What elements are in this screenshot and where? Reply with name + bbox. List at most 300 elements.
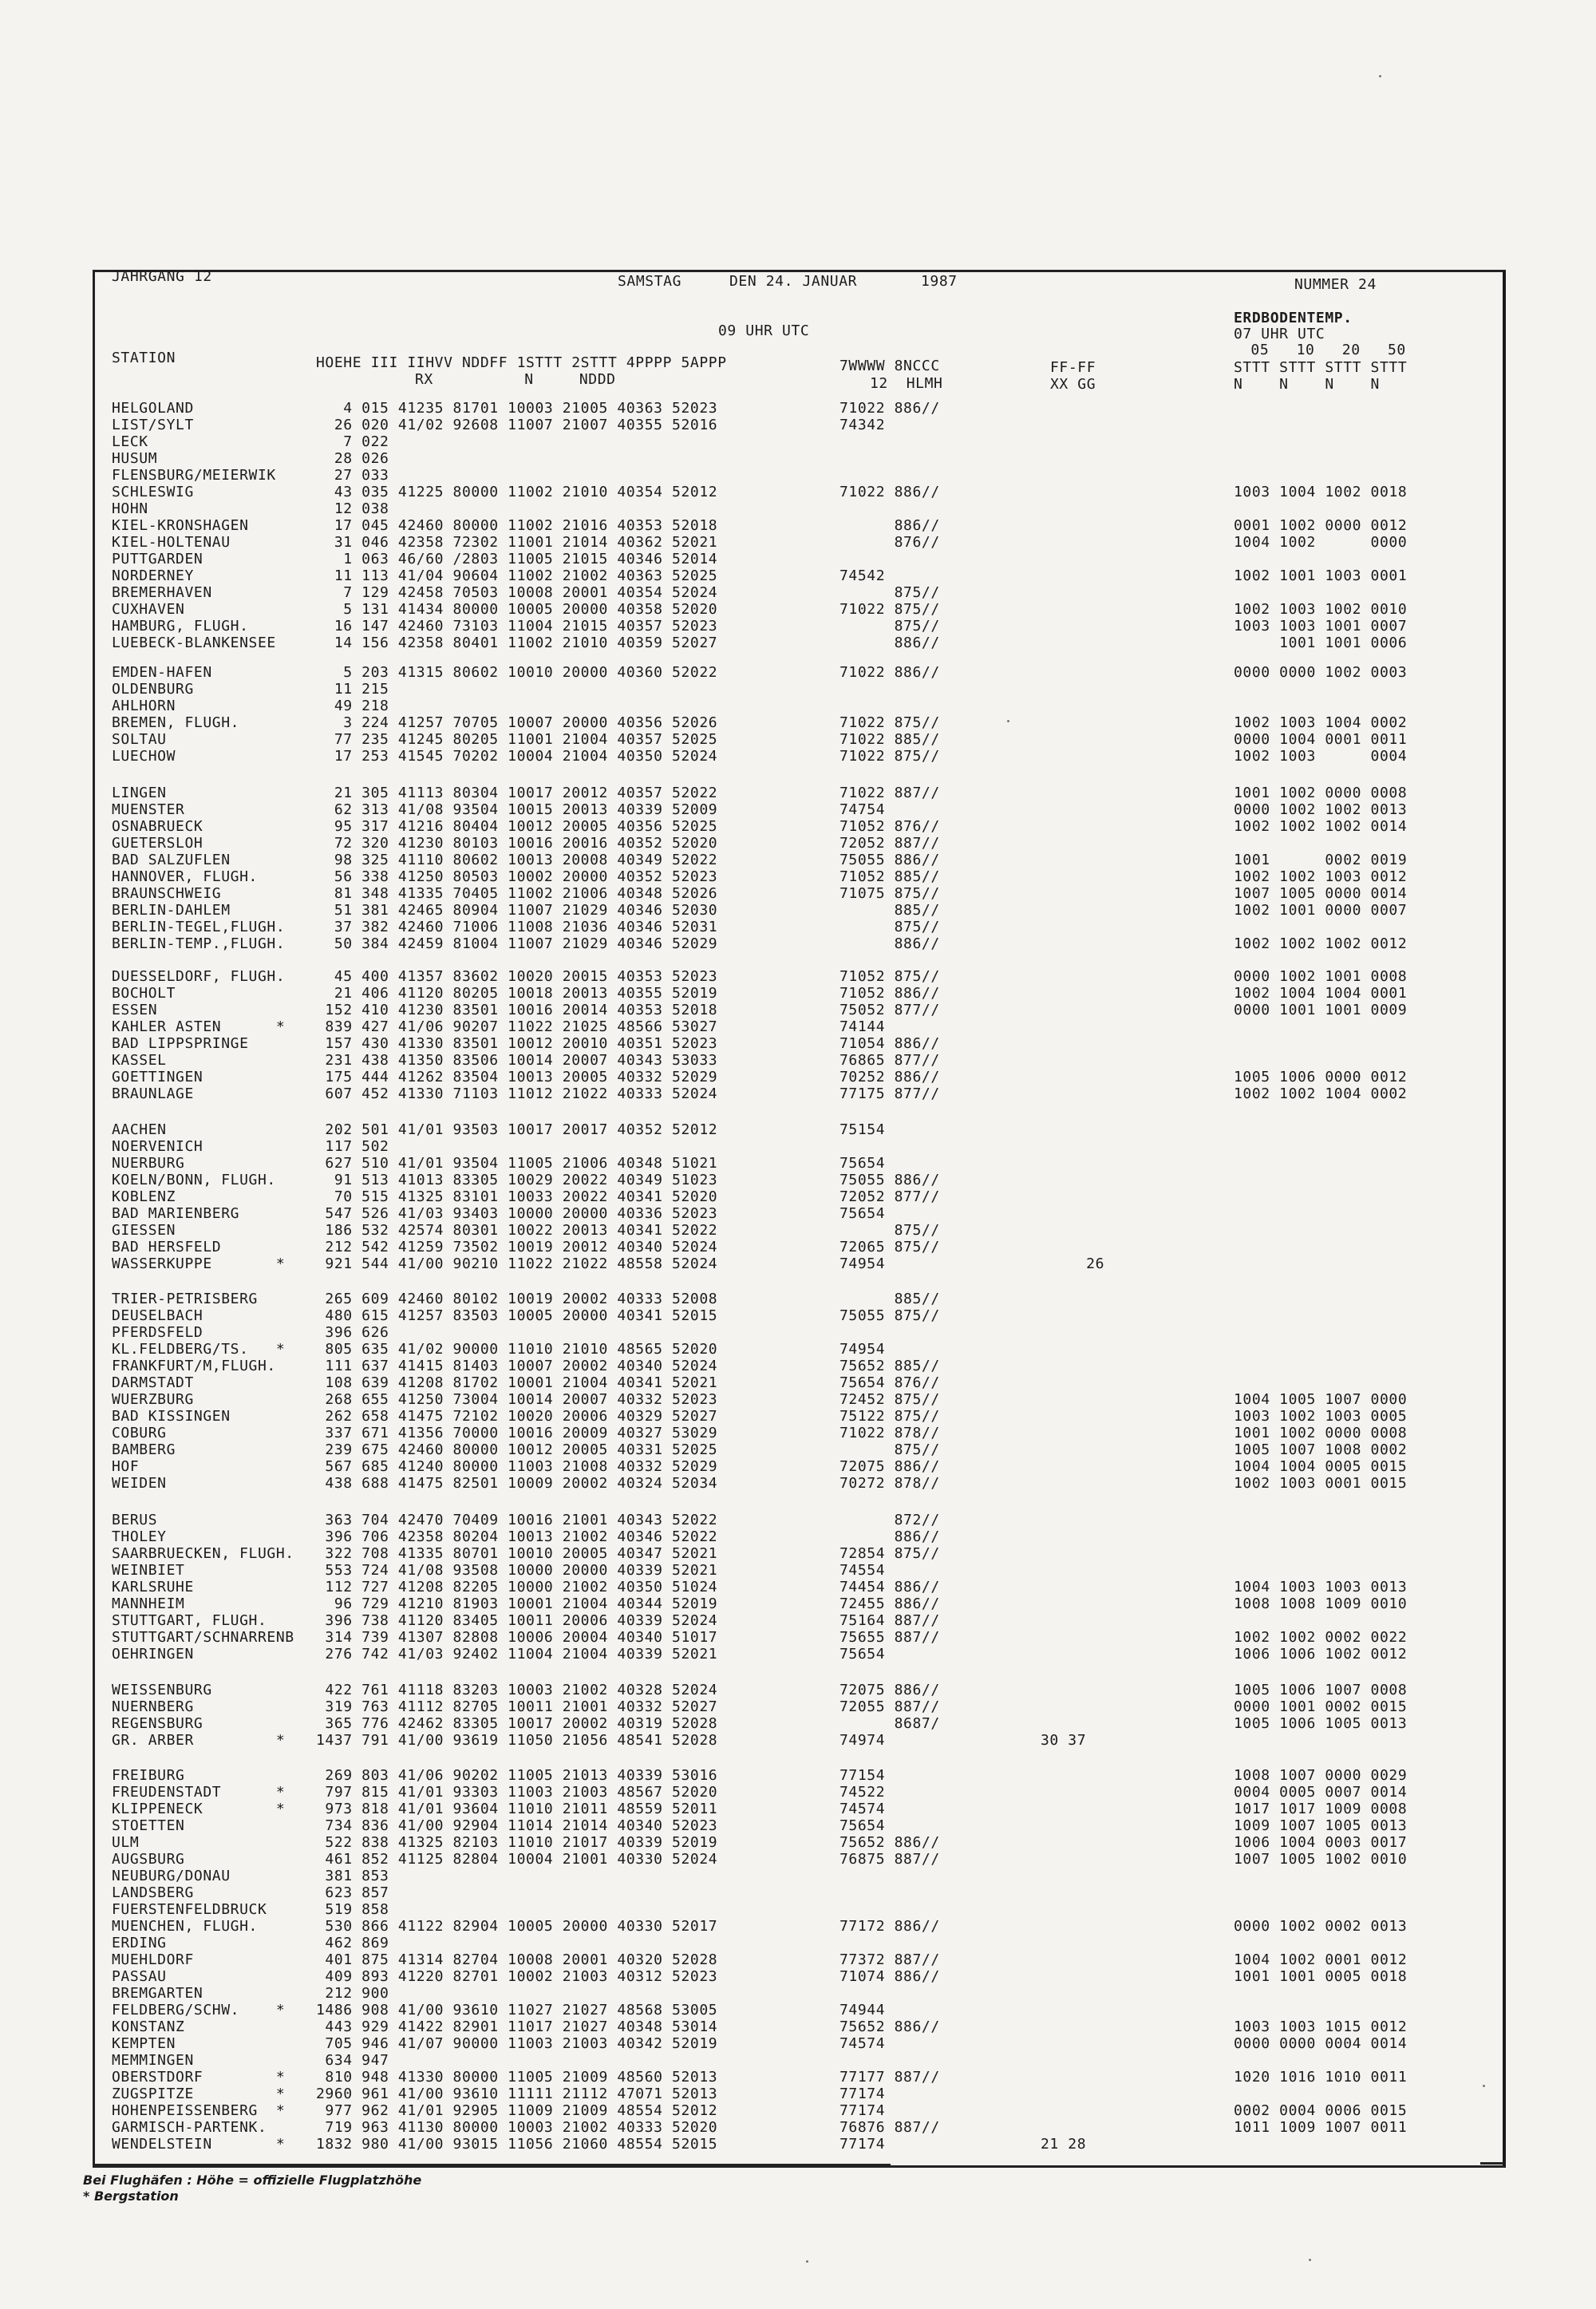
- station-group-7: 72075 886//: [839, 1458, 940, 1475]
- station-group-7: 875//: [839, 584, 940, 601]
- station-values: 409 893 41220 82701 10002 21003 40312 52023: [316, 1968, 718, 1985]
- station-soil-temps: 0000 0000 0004 0014: [1234, 2035, 1408, 2052]
- station-soil-temps: 1002 1002 1004 0002: [1234, 1085, 1408, 1102]
- station-name: BREMGARTEN: [112, 1985, 203, 2002]
- station-values: 396 626: [316, 1324, 389, 1341]
- station-soil-temps: 1005 1007 1008 0002: [1234, 1441, 1408, 1458]
- station-name: STOETTEN: [112, 1817, 185, 1834]
- station-name: HAMBURG, FLUGH.: [112, 618, 249, 635]
- station-group-7: 77174: [839, 2102, 886, 2119]
- station-values: 530 866 41122 82904 10005 20000 40330 52017: [316, 1918, 718, 1935]
- station-soil-temps: 1002 1004 1004 0001: [1234, 985, 1408, 1002]
- station-values: 43 035 41225 80000 11002 21010 40354 52012: [316, 484, 718, 500]
- station-values: 462 869: [316, 1935, 389, 1951]
- station-group-7: 71022 875//: [839, 748, 940, 765]
- scan-speck: [1007, 720, 1009, 722]
- station-group-7: 75654 876//: [839, 1374, 940, 1391]
- station-soil-temps: 1004 1003 1003 0013: [1234, 1579, 1408, 1595]
- station-values: 62 313 41/08 93504 10015 20013 40339 52009: [316, 801, 718, 818]
- station-soil-temps: 1004 1002 0000: [1234, 534, 1408, 551]
- station-name: OBERSTDORF *: [112, 2069, 286, 2086]
- station-soil-temps: 1002 1002 1003 0012: [1234, 868, 1408, 885]
- station-values: 319 763 41112 82705 10011 21001 40332 52027: [316, 1698, 718, 1715]
- station-soil-temps: 1004 1002 0001 0012: [1234, 1951, 1408, 1968]
- column-ff: FF-FF: [1050, 359, 1096, 376]
- station-group-7: 75055 875//: [839, 1307, 940, 1324]
- station-values: 239 675 42460 80000 10012 20005 40331 52025: [316, 1441, 718, 1458]
- station-values: 5 131 41434 80000 10005 20000 40358 52020: [316, 601, 718, 618]
- station-name: LUEBECK-BLANKENSEE: [112, 635, 276, 651]
- station-name: NEUBURG/DONAU: [112, 1868, 231, 1884]
- column-headers-sub: RX N NDDD: [415, 371, 616, 388]
- station-name: LECK: [112, 433, 148, 450]
- station-name: WEISSENBURG: [112, 1682, 212, 1698]
- column-group-7-sub: 12 HLMH: [870, 375, 943, 392]
- station-name: STUTTGART, FLUGH.: [112, 1612, 267, 1629]
- column-group-7: 7WWWW 8NCCC: [839, 358, 940, 374]
- station-name: PFERDSFELD: [112, 1324, 203, 1341]
- station-name: ULM: [112, 1834, 140, 1851]
- station-name: BAD SALZUFLEN: [112, 852, 231, 868]
- station-group-7: 71022 885//: [839, 731, 940, 748]
- station-name: LIST/SYLT: [112, 417, 194, 433]
- station-soil-temps: 1005 1006 0000 0012: [1234, 1069, 1408, 1085]
- station-name: WEIDEN: [112, 1475, 167, 1492]
- station-name: THOLEY: [112, 1528, 167, 1545]
- station-name: DUESSELDORF, FLUGH.: [112, 968, 286, 985]
- station-name: AACHEN: [112, 1121, 167, 1138]
- station-values: 381 853: [316, 1868, 389, 1884]
- station-name: GR. ARBER *: [112, 1732, 286, 1749]
- station-name: NUERNBERG: [112, 1698, 194, 1715]
- station-name: ZUGSPITZE *: [112, 2086, 286, 2102]
- station-soil-temps: 1002 1001 1003 0001: [1234, 567, 1408, 584]
- scan-speck: [1309, 2259, 1311, 2261]
- station-values: 17 253 41545 70202 10004 21004 40350 52024: [316, 748, 718, 765]
- station-values: 363 704 42470 70409 10016 21001 40343 52022: [316, 1512, 718, 1528]
- station-soil-temps: 0001 1002 0000 0012: [1234, 517, 1408, 534]
- frame-bottom-rule-right: [1480, 2162, 1503, 2165]
- station-group-7: 71052 886//: [839, 985, 940, 1002]
- station-wind-gusts: 30 37: [1041, 1732, 1087, 1749]
- station-name: ERDING: [112, 1935, 167, 1951]
- station-values: 322 708 41335 80701 10010 20005 40347 52021: [316, 1545, 718, 1562]
- station-name: MUENCHEN, FLUGH.: [112, 1918, 258, 1935]
- station-name: BRAUNSCHWEIG: [112, 885, 222, 902]
- station-group-7: 75652 885//: [839, 1358, 940, 1374]
- observation-time: 09 UHR UTC: [718, 322, 810, 339]
- station-name: BERUS: [112, 1512, 158, 1528]
- station-values: 734 836 41/00 92904 11014 21014 40340 52023: [316, 1817, 718, 1834]
- station-soil-temps: 1008 1007 0000 0029: [1234, 1767, 1408, 1784]
- station-name: ESSEN: [112, 1002, 158, 1018]
- station-name: GIESSEN: [112, 1222, 176, 1239]
- station-name: KOBLENZ: [112, 1188, 176, 1205]
- station-soil-temps: 1002 1001 0000 0007: [1234, 902, 1408, 919]
- station-name: BRAUNLAGE: [112, 1085, 194, 1102]
- station-name: MANNHEIM: [112, 1595, 185, 1612]
- station-group-7: 875//: [839, 1441, 940, 1458]
- station-soil-temps: 1001 1001 0005 0018: [1234, 1968, 1408, 1985]
- station-name: KOELN/BONN, FLUGH.: [112, 1172, 276, 1188]
- station-name: KL.FELDBERG/TS. *: [112, 1341, 286, 1358]
- station-values: 26 020 41/02 92608 11007 21007 40355 52016: [316, 417, 718, 433]
- station-group-7: 74754: [839, 801, 886, 818]
- station-values: 1 063 46/60 /2803 11005 21015 40346 52014: [316, 551, 718, 567]
- station-group-7: 74542: [839, 567, 886, 584]
- station-name: GARMISCH-PARTENK.: [112, 2119, 267, 2136]
- station-soil-temps: 1002 1003 1002 0010: [1234, 601, 1408, 618]
- station-values: 7 022: [316, 433, 389, 450]
- station-name: PUTTGARDEN: [112, 551, 203, 567]
- station-soil-temps: 1002 1003 0004: [1234, 748, 1408, 765]
- station-values: 212 542 41259 73502 10019 20012 40340 52024: [316, 1239, 718, 1255]
- station-values: 70 515 41325 83101 10033 20022 40341 52020: [316, 1188, 718, 1205]
- station-values: 186 532 42574 80301 10022 20013 40341 52022: [316, 1222, 718, 1239]
- station-soil-temps: 1007 1005 0000 0014: [1234, 885, 1408, 902]
- station-name: KLIPPENECK *: [112, 1801, 286, 1817]
- station-name: HUSUM: [112, 450, 158, 467]
- station-name: MEMMINGEN: [112, 2052, 194, 2069]
- station-group-7: 76865 877//: [839, 1052, 940, 1069]
- column-station: STATION: [112, 350, 176, 366]
- station-name: DARMSTADT: [112, 1374, 194, 1391]
- station-group-7: 77174: [839, 2086, 886, 2102]
- station-group-7: 75052 877//: [839, 1002, 940, 1018]
- station-name: LANDSBERG: [112, 1884, 194, 1901]
- station-values: 17 045 42460 80000 11002 21016 40353 52018: [316, 517, 718, 534]
- station-name: KONSTANZ: [112, 2018, 185, 2035]
- station-name: DEUSELBACH: [112, 1307, 203, 1324]
- year-label: 1987: [921, 273, 958, 290]
- station-name: OLDENBURG: [112, 681, 194, 698]
- station-soil-temps: 1005 1006 1005 0013: [1234, 1715, 1408, 1732]
- scan-speck: [806, 2260, 808, 2263]
- station-name: HANNOVER, FLUGH.: [112, 868, 258, 885]
- station-group-7: 74574: [839, 2035, 886, 2052]
- station-name: KARLSRUHE: [112, 1579, 194, 1595]
- station-values: 212 900: [316, 1985, 389, 2002]
- station-name: SCHLESWIG: [112, 484, 194, 500]
- station-name: SOLTAU: [112, 731, 167, 748]
- station-group-7: 71022 886//: [839, 484, 940, 500]
- station-soil-temps: 0000 1001 0002 0015: [1234, 1698, 1408, 1715]
- station-name: BERLIN-TEGEL,FLUGH.: [112, 919, 286, 935]
- scan-speck: [1483, 2085, 1485, 2087]
- station-soil-temps: 1002 1002 1002 0014: [1234, 818, 1408, 835]
- station-values: 443 929 41422 82901 11017 21027 40348 53014: [316, 2018, 718, 2035]
- station-group-7: 74574: [839, 1801, 886, 1817]
- station-values: 522 838 41325 82103 11010 21017 40339 52019: [316, 1834, 718, 1851]
- station-name: KASSEL: [112, 1052, 167, 1069]
- station-values: 797 815 41/01 93303 11003 21003 48567 52020: [316, 1784, 718, 1801]
- station-soil-temps: 1020 1016 1010 0011: [1234, 2069, 1408, 2086]
- station-values: 438 688 41475 82501 10009 20002 40324 52034: [316, 1475, 718, 1492]
- station-values: 77 235 41245 80205 11001 21004 40357 52025: [316, 731, 718, 748]
- station-name: FELDBERG/SCHW. *: [112, 2002, 286, 2018]
- station-name: FREUDENSTADT *: [112, 1784, 286, 1801]
- station-group-7: 75164 887//: [839, 1612, 940, 1629]
- station-group-7: 886//: [839, 635, 940, 651]
- station-values: 56 338 41250 80503 10002 20000 40352 52023: [316, 868, 718, 885]
- station-values: 81 348 41335 70405 11002 21006 40348 52026: [316, 885, 718, 902]
- station-values: 12 038: [316, 500, 389, 517]
- station-soil-temps: 1003 1003 1001 0007: [1234, 618, 1408, 635]
- report-frame: [93, 270, 1506, 2168]
- station-group-7: 72052 887//: [839, 835, 940, 852]
- station-values: 265 609 42460 80102 10019 20002 40333 52008: [316, 1291, 718, 1307]
- station-soil-temps: 1004 1005 1007 0000: [1234, 1391, 1408, 1408]
- station-group-7: 75154: [839, 1121, 886, 1138]
- frame-bottom-rule: [93, 2164, 891, 2166]
- issue-number: NUMMER 24: [1294, 276, 1377, 293]
- station-group-7: 75055 886//: [839, 1172, 940, 1188]
- station-group-7: 886//: [839, 935, 940, 952]
- station-group-7: 71022 887//: [839, 785, 940, 801]
- station-group-7: 8687/: [839, 1715, 940, 1732]
- station-soil-temps: 0000 1002 0002 0013: [1234, 1918, 1408, 1935]
- station-name: NUERBURG: [112, 1155, 185, 1172]
- station-group-7: 71052 876//: [839, 818, 940, 835]
- station-group-7: 875//: [839, 618, 940, 635]
- station-soil-temps: 1005 1006 1007 0008: [1234, 1682, 1408, 1698]
- station-name: BOCHOLT: [112, 985, 176, 1002]
- station-group-7: 74954: [839, 1341, 886, 1358]
- station-group-7: 885//: [839, 902, 940, 919]
- station-group-7: 71022 878//: [839, 1425, 940, 1441]
- station-name: LUECHOW: [112, 748, 176, 765]
- station-name: BAMBERG: [112, 1441, 176, 1458]
- station-soil-temps: 1006 1004 0003 0017: [1234, 1834, 1408, 1851]
- soil-temp-columns: STTT STTT STTT STTT: [1234, 359, 1408, 376]
- station-values: 108 639 41208 81702 10001 21004 40341 52021: [316, 1374, 718, 1391]
- station-name: SAARBRUECKEN, FLUGH.: [112, 1545, 294, 1562]
- station-name: KAHLER ASTEN *: [112, 1018, 286, 1035]
- station-group-7: 75654: [839, 1205, 886, 1222]
- station-name: EMDEN-HAFEN: [112, 664, 212, 681]
- station-group-7: 77172 886//: [839, 1918, 940, 1935]
- station-values: 839 427 41/06 90207 11022 21025 48566 53027: [316, 1018, 718, 1035]
- station-values: 623 857: [316, 1884, 389, 1901]
- station-soil-temps: 1002 1003 1004 0002: [1234, 714, 1408, 731]
- station-values: 202 501 41/01 93503 10017 20017 40352 52012: [316, 1121, 718, 1138]
- station-group-7: 71054 886//: [839, 1035, 940, 1052]
- station-group-7: 886//: [839, 1528, 940, 1545]
- station-soil-temps: 1002 1002 0002 0022: [1234, 1629, 1408, 1646]
- station-wind-gusts: 26: [1041, 1255, 1105, 1272]
- station-values: 98 325 41110 80602 10013 20008 40349 52022: [316, 852, 718, 868]
- station-name: HOHENPEISSENBERG *: [112, 2102, 286, 2119]
- station-values: 401 875 41314 82704 10008 20001 40320 52028: [316, 1951, 718, 1968]
- station-values: 11 215: [316, 681, 389, 698]
- station-values: 27 033: [316, 467, 389, 484]
- station-values: 268 655 41250 73004 10014 20007 40332 52023: [316, 1391, 718, 1408]
- station-group-7: 71074 886//: [839, 1968, 940, 1985]
- station-group-7: 74342: [839, 417, 886, 433]
- station-values: 28 026: [316, 450, 389, 467]
- station-soil-temps: 1017 1017 1009 0008: [1234, 1801, 1408, 1817]
- station-group-7: 71052 875//: [839, 968, 940, 985]
- station-wind-gusts: 21 28: [1041, 2136, 1087, 2153]
- station-group-7: 72065 875//: [839, 1239, 940, 1255]
- station-group-7: 872//: [839, 1512, 940, 1528]
- station-values: 49 218: [316, 698, 389, 714]
- station-group-7: 76876 887//: [839, 2119, 940, 2136]
- station-group-7: 77154: [839, 1767, 886, 1784]
- station-group-7: 74944: [839, 2002, 886, 2018]
- station-values: 4 015 41235 81701 10003 21005 40363 52023: [316, 400, 718, 417]
- scan-speck: [1379, 75, 1381, 77]
- station-values: 11 113 41/04 90604 11002 21002 40363 52025: [316, 567, 718, 584]
- station-group-7: 72452 875//: [839, 1391, 940, 1408]
- station-soil-temps: 1002 1002 1002 0012: [1234, 935, 1408, 952]
- station-values: 5 203 41315 80602 10010 20000 40360 52022: [316, 664, 718, 681]
- station-values: 91 513 41013 83305 10029 20022 40349 51023: [316, 1172, 718, 1188]
- station-group-7: 75652 886//: [839, 2018, 940, 2035]
- station-values: 634 947: [316, 2052, 389, 2069]
- station-values: 21 406 41120 80205 10018 20013 40355 52019: [316, 985, 718, 1002]
- station-group-7: 75654: [839, 1646, 886, 1663]
- station-values: 112 727 41208 82205 10000 21002 40350 51024: [316, 1579, 718, 1595]
- station-name: BERLIN-TEMP.,FLUGH.: [112, 935, 286, 952]
- station-group-7: 71022 886//: [839, 400, 940, 417]
- station-group-7: 72455 886//: [839, 1595, 940, 1612]
- footnote-mountain: * Bergstation: [83, 2188, 179, 2204]
- station-soil-temps: 1009 1007 1005 0013: [1234, 1817, 1408, 1834]
- soil-temp-depths: 05 10 20 50: [1242, 342, 1406, 358]
- station-name: CUXHAVEN: [112, 601, 185, 618]
- station-soil-temps: 0000 1001 1001 0009: [1234, 1002, 1408, 1018]
- station-name: FREIBURG: [112, 1767, 185, 1784]
- station-group-7: 875//: [839, 1222, 940, 1239]
- station-soil-temps: 1003 1004 1002 0018: [1234, 484, 1408, 500]
- station-values: 705 946 41/07 90000 11003 21003 40342 52019: [316, 2035, 718, 2052]
- station-values: 31 046 42358 72302 11001 21014 40362 52021: [316, 534, 718, 551]
- station-values: 21 305 41113 80304 10017 20012 40357 52022: [316, 785, 718, 801]
- station-name: REGENSBURG: [112, 1715, 203, 1732]
- date-label: DEN 24. JANUAR: [729, 273, 858, 290]
- station-group-7: 75652 886//: [839, 1834, 940, 1851]
- station-name: BAD KISSINGEN: [112, 1408, 231, 1425]
- station-values: 921 544 41/00 90210 11022 21022 48558 52024: [316, 1255, 718, 1272]
- station-values: 45 400 41357 83602 10020 20015 40353 52023: [316, 968, 718, 985]
- station-values: 461 852 41125 82804 10004 21001 40330 52024: [316, 1851, 718, 1868]
- station-values: 396 738 41120 83405 10011 20006 40339 52024: [316, 1612, 718, 1629]
- station-name: MUEHLDORF: [112, 1951, 194, 1968]
- station-values: 2960 961 41/00 93610 11111 21112 47071 52013: [316, 2086, 718, 2102]
- station-name: OSNABRUECK: [112, 818, 203, 835]
- station-name: AUGSBURG: [112, 1851, 185, 1868]
- station-values: 396 706 42358 80204 10013 21002 40346 52022: [316, 1528, 718, 1545]
- station-group-7: 71075 875//: [839, 885, 940, 902]
- station-name: BAD LIPPSPRINGE: [112, 1035, 249, 1052]
- station-name: FUERSTENFELDBRUCK: [112, 1901, 267, 1918]
- station-name: KIEL-HOLTENAU: [112, 534, 231, 551]
- station-soil-temps: 1011 1009 1007 0011: [1234, 2119, 1408, 2136]
- station-values: 973 818 41/01 93604 11010 21011 48559 52011: [316, 1801, 718, 1817]
- station-name: KEMPTEN: [112, 2035, 176, 2052]
- station-group-7: 75655 887//: [839, 1629, 940, 1646]
- station-name: TRIER-PETRISBERG: [112, 1291, 258, 1307]
- station-values: 627 510 41/01 93504 11005 21006 40348 51021: [316, 1155, 718, 1172]
- station-name: BREMERHAVEN: [112, 584, 212, 601]
- station-name: NORDERNEY: [112, 567, 194, 584]
- station-group-7: 74974: [839, 1732, 886, 1749]
- station-values: 51 381 42465 80904 11007 21029 40346 52030: [316, 902, 718, 919]
- station-group-7: 75654: [839, 1817, 886, 1834]
- station-values: 16 147 42460 73103 11004 21015 40357 52023: [316, 618, 718, 635]
- station-values: 480 615 41257 83503 10005 20000 40341 52015: [316, 1307, 718, 1324]
- station-values: 1437 791 41/00 93619 11050 21056 48541 52028: [316, 1732, 718, 1749]
- station-soil-temps: 1001 0002 0019: [1234, 852, 1408, 868]
- station-values: 14 156 42358 80401 11002 21010 40359 52027: [316, 635, 718, 651]
- station-group-7: 71022 886//: [839, 664, 940, 681]
- station-values: 1832 980 41/00 93015 11056 21060 48554 52015: [316, 2136, 718, 2153]
- station-values: 314 739 41307 82808 10006 20004 40340 51017: [316, 1629, 718, 1646]
- station-soil-temps: 1001 1002 0000 0008: [1234, 785, 1408, 801]
- station-name: PASSAU: [112, 1968, 167, 1985]
- station-soil-temps: 0000 0000 1002 0003: [1234, 664, 1408, 681]
- weekday-label: SAMSTAG: [618, 273, 682, 290]
- station-name: OEHRINGEN: [112, 1646, 194, 1663]
- station-values: 96 729 41210 81903 10001 21004 40344 52019: [316, 1595, 718, 1612]
- station-values: 547 526 41/03 93403 10000 20000 40336 52023: [316, 1205, 718, 1222]
- soil-temp-n-row: N N N N: [1234, 376, 1380, 393]
- station-soil-temps: 0000 1002 1002 0013: [1234, 801, 1408, 818]
- station-values: 152 410 41230 83501 10016 20014 40353 52018: [316, 1002, 718, 1018]
- station-name: BAD MARIENBERG: [112, 1205, 240, 1222]
- station-soil-temps: 0000 1002 1001 0008: [1234, 968, 1408, 985]
- station-group-7: 75122 875//: [839, 1408, 940, 1425]
- station-group-7: 74554: [839, 1562, 886, 1579]
- station-name: GOETTINGEN: [112, 1069, 203, 1085]
- station-group-7: 77177 887//: [839, 2069, 940, 2086]
- station-soil-temps: 1008 1008 1009 0010: [1234, 1595, 1408, 1612]
- station-group-7: 72055 887//: [839, 1698, 940, 1715]
- station-name: WEINBIET: [112, 1562, 185, 1579]
- jahrgang-label: JAHRGANG 12: [112, 268, 212, 285]
- station-name: WUERZBURG: [112, 1391, 194, 1408]
- station-values: 50 384 42459 81004 11007 21029 40346 52029: [316, 935, 718, 952]
- station-values: 117 502: [316, 1138, 389, 1155]
- station-name: BREMEN, FLUGH.: [112, 714, 240, 731]
- station-values: 607 452 41330 71103 11012 21022 40333 52024: [316, 1085, 718, 1102]
- soil-temp-time: 07 UHR UTC: [1234, 326, 1325, 342]
- station-values: 810 948 41330 80000 11005 21009 48560 52013: [316, 2069, 718, 2086]
- station-group-7: 74454 886//: [839, 1579, 940, 1595]
- station-name: COBURG: [112, 1425, 167, 1441]
- station-group-7: 75654: [839, 1155, 886, 1172]
- station-soil-temps: 1001 1001 0006: [1234, 635, 1408, 651]
- station-name: HOF: [112, 1458, 140, 1475]
- station-name: FLENSBURG/MEIERWIK: [112, 467, 276, 484]
- station-name: BERLIN-DAHLEM: [112, 902, 231, 919]
- station-values: 519 858: [316, 1901, 389, 1918]
- station-group-7: 72075 886//: [839, 1682, 940, 1698]
- station-values: 269 803 41/06 90202 11005 21013 40339 53016: [316, 1767, 718, 1784]
- station-group-7: 71022 875//: [839, 714, 940, 731]
- station-name: KIEL-KRONSHAGEN: [112, 517, 249, 534]
- station-values: 157 430 41330 83501 10012 20010 40351 52023: [316, 1035, 718, 1052]
- station-soil-temps: 0000 1004 0001 0011: [1234, 731, 1408, 748]
- station-group-7: 74144: [839, 1018, 886, 1035]
- column-headers: HOEHE III IIHVV NDDFF 1STTT 2STTT 4PPPP 5APPP: [316, 354, 727, 371]
- station-name: NOERVENICH: [112, 1138, 203, 1155]
- station-group-7: 77174: [839, 2136, 886, 2153]
- station-name: WENDELSTEIN *: [112, 2136, 286, 2153]
- station-group-7: 76875 887//: [839, 1851, 940, 1868]
- station-soil-temps: 1004 1004 0005 0015: [1234, 1458, 1408, 1475]
